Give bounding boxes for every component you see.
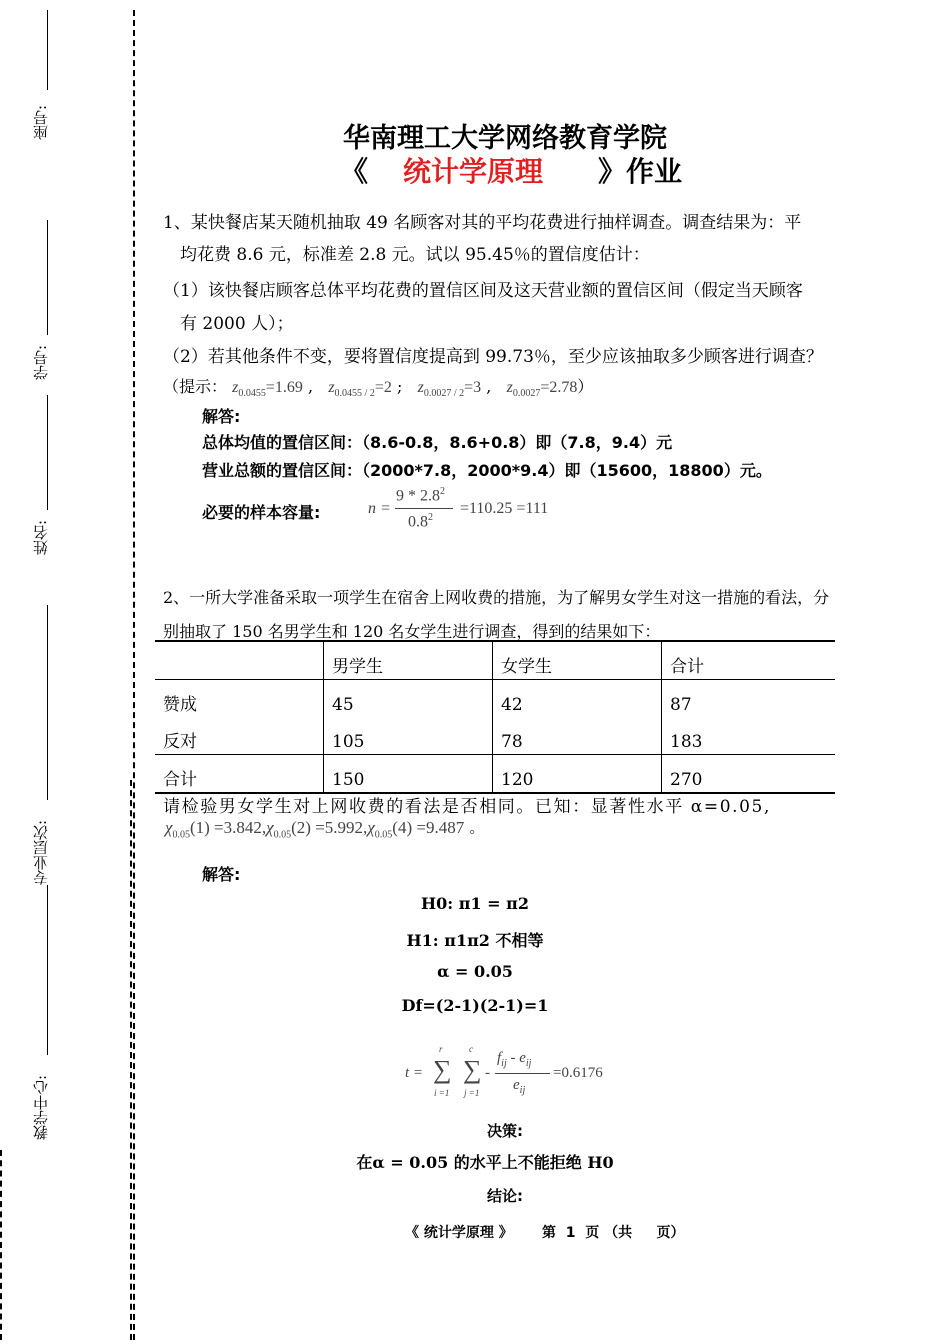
hypothesis-h0: H0: π1 = π2 bbox=[421, 894, 529, 913]
survey-table bbox=[155, 640, 835, 794]
chi2: (2) =5.992, bbox=[291, 818, 368, 837]
table-cell: 42 bbox=[493, 680, 662, 718]
alpha-value: α = 0.05 bbox=[437, 962, 513, 981]
q1-hint: （提示： $z_{0.0455}=1.69$ , $z_{0.0455 / 2}=2$ ; $z_{0.0027 / 2}=3$ , $z_{0.0027}=2.78$） bbox=[163, 377, 594, 400]
student-id-line bbox=[47, 220, 48, 335]
student-id-label: 学号: bbox=[32, 344, 50, 380]
hint-z2-val: =2 bbox=[374, 379, 392, 396]
seat-line bbox=[47, 10, 48, 90]
q2-stem-line2: 别抽取了 150 名男学生和 120 名女学生进行调查，得到的结果如下： bbox=[163, 622, 661, 641]
binding-edge-line bbox=[0, 1150, 2, 1340]
chi-end: 。 bbox=[469, 821, 484, 837]
table-cell: 87 bbox=[662, 680, 836, 718]
hint-z3-val: =3 bbox=[464, 379, 482, 396]
close-bracket: 》作业 bbox=[598, 155, 683, 188]
q2-chi-values: $\chi_{0.05}(1) =3.842,\chi_{0.05}(2) =5.992,\chi_{0.05}(4) =9.487$ 。 bbox=[165, 818, 484, 841]
hint-close: ） bbox=[577, 377, 594, 396]
table-cell: 183 bbox=[662, 717, 836, 755]
page-footer: 《 统计学原理 》 第 1 页 （共 页） bbox=[405, 1225, 685, 1241]
q1-part1-line1: （1）该快餐店顾客总体平均花费的置信区间及这天营业额的置信区间（假定当天顾客 bbox=[163, 281, 803, 301]
name-label: 姓名: bbox=[32, 519, 50, 555]
t-statistic-formula: t = ∑ r i =1 ∑ c j =1 - $f_{ij} - e_{ij}$ $e_{ij}$ =0.6176 bbox=[405, 1044, 603, 1098]
table-cell: 270 bbox=[662, 755, 836, 794]
table-cell: 120 bbox=[493, 755, 662, 794]
name-line bbox=[47, 395, 48, 510]
table-header-cell: 合计 bbox=[662, 641, 836, 680]
center-label: 教学中心: bbox=[32, 1074, 50, 1140]
hint-z1-sub: 0.0455 bbox=[238, 388, 266, 400]
q1-stem-line1: 1、某快餐店某天随机抽取 49 名顾客对其的平均花费进行抽样调查。调查结果为：平 bbox=[163, 213, 802, 233]
q1-stem-line2: 均花费 8.6 元，标准差 2.8 元。试以 95.45％的置信度估计： bbox=[180, 245, 650, 265]
hint-z1-val: =1.69 bbox=[265, 379, 303, 396]
course-name: 统计学原理 bbox=[403, 155, 544, 188]
q1-sample-label: 必要的样本容量: bbox=[202, 503, 321, 522]
table-cell: 105 bbox=[324, 717, 493, 755]
q1-part1-line2: 有 2000 人）； bbox=[180, 314, 294, 334]
level-line bbox=[47, 605, 48, 800]
decision-label: 决策: bbox=[487, 1122, 523, 1140]
hint-z2-sub: 0.0455 / 2 bbox=[334, 388, 375, 400]
degrees-of-freedom: Df=(2-1)(2-1)=1 bbox=[401, 996, 549, 1015]
table-row bbox=[155, 680, 835, 718]
formula-denominator: $0.8^2$ bbox=[408, 512, 433, 531]
decision: 在α = 0.05 的水平上不能拒绝 H0 bbox=[356, 1153, 614, 1172]
q2-stem-line1: 2、一所大学准备采取一项学生在宿舍上网收费的措施，为了解男女学生对这一措施的看法，分 bbox=[163, 588, 830, 607]
table-header-cell bbox=[155, 641, 324, 680]
q1-part2: （2）若其他条件不变，要将置信度提高到 99.73％，至少应该抽取多少顾客进行调查？ bbox=[163, 347, 823, 367]
q1-mean-ci: 总体均值的置信区间：（8.6-0.8，8.6+0.8）即（7.8，9.4）元 bbox=[202, 433, 673, 452]
table-header-cell: 男学生 bbox=[324, 641, 493, 680]
q2-test-line: 请检验男女学生对上网收费的看法是否相同。已知：显著性水平 α=0.05, bbox=[163, 797, 771, 817]
open-bracket: 《 bbox=[340, 155, 369, 188]
table-cell: 150 bbox=[324, 755, 493, 794]
q1-answer-label: 解答: bbox=[202, 407, 241, 426]
hint-z3-sub: 0.0027 / 2 bbox=[423, 388, 465, 400]
table-row bbox=[155, 717, 835, 755]
course-title bbox=[340, 150, 682, 190]
chi4: (4) =9.487 bbox=[392, 818, 465, 837]
table-cell: 赞成 bbox=[163, 695, 197, 715]
seat-label: 座号: bbox=[32, 104, 50, 140]
hint-z4-val: =2.78 bbox=[540, 379, 578, 396]
binding-cut-line-2 bbox=[130, 780, 132, 1340]
school-title: 华南理工大学网络教育学院 bbox=[343, 123, 667, 154]
conclusion-label: 结论: bbox=[487, 1187, 523, 1205]
hint-open: （提示： bbox=[163, 377, 228, 396]
table-header-row bbox=[155, 641, 835, 680]
hint-z4-sub: 0.0027 bbox=[512, 388, 541, 400]
table-cell: 合计 bbox=[155, 755, 324, 794]
fraction-bar bbox=[395, 508, 453, 509]
q2-answer-label: 解答: bbox=[202, 865, 241, 884]
hypothesis-h1: H1: π1π2 不相等 bbox=[406, 931, 544, 950]
table-cell: 45 bbox=[324, 680, 493, 718]
table-header-cell: 女学生 bbox=[493, 641, 662, 680]
table-row bbox=[155, 755, 835, 794]
formula-result: =110.25 =111 bbox=[460, 500, 549, 517]
level-label: 专业层次: bbox=[32, 819, 50, 885]
table-cell: 78 bbox=[493, 717, 662, 755]
table-cell: 反对 bbox=[163, 732, 197, 752]
chi1: (1) =3.842, bbox=[189, 818, 267, 837]
q1-revenue-ci: 营业总额的置信区间：（2000*7.8，2000*9.4）即（15600，18800）元。 bbox=[202, 461, 772, 480]
formula-numerator: $9 * 2.8^2$ bbox=[396, 486, 445, 505]
